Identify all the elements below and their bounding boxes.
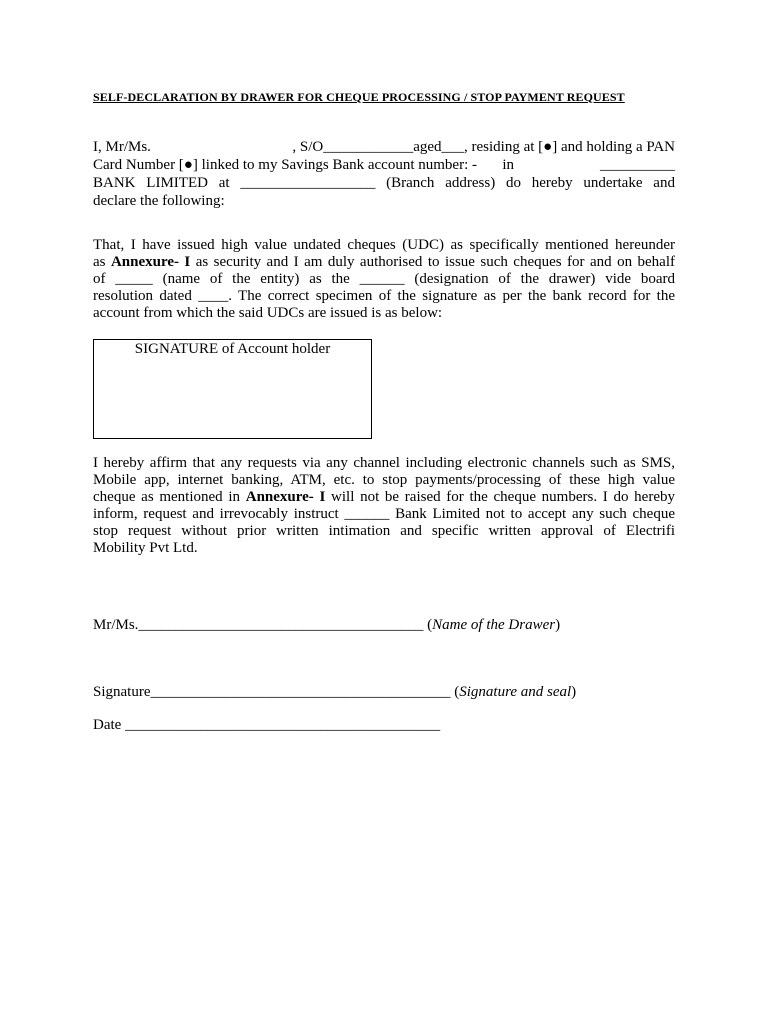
document-title: SELF-DECLARATION BY DRAWER FOR CHEQUE PROCESSING / STOP PAYMENT REQUEST — [93, 90, 625, 104]
drawer-name-close: ) — [555, 617, 561, 633]
undertaking-line-1: That, I have issued high value undated cheques (UDC) as specifically mentioned hereunder — [93, 237, 675, 253]
declaration-text: and — [653, 175, 675, 191]
affirmation-line-1: I hereby affirm that any requests via any channel including electronic channels such as SMS, — [93, 455, 675, 471]
signature-box-label: SIGNATURE of Account holder — [134, 341, 331, 357]
signature-line: Signature________________________________________ ( — [93, 684, 460, 700]
affirmation-line-5: stop request without prior written intimation and specific written approval of Electrifi — [93, 523, 675, 539]
undertaking-line-5: account from which the said UDCs are issued is as below: — [93, 305, 443, 321]
drawer-name-field — [93, 617, 560, 634]
declaration-line-2 — [93, 156, 675, 174]
declaration-line-4: declare the following: — [93, 193, 225, 209]
annexure-reference: Annexure- I — [245, 489, 326, 505]
affirmation-line-4: inform, request and irrevocably instruct ______ Bank Limited not to accept any such cheque — [93, 506, 675, 522]
declaration-text: BANK — [93, 175, 136, 191]
signature-box — [93, 339, 372, 439]
signature-close: ) — [571, 684, 577, 700]
affirmation-text: cheque as mentioned in — [93, 489, 246, 505]
undertaking-paragraph — [93, 237, 675, 322]
date-field: Date __________________________________________ — [93, 717, 441, 733]
affirmation-paragraph — [93, 455, 675, 557]
declaration-line-1 — [93, 138, 675, 156]
affirmation-line-6: Mobility Pvt Ltd. — [93, 540, 198, 556]
declaration-text-group — [502, 156, 675, 174]
declaration-text: (Branch — [386, 175, 435, 191]
declaration-text: hereby — [531, 175, 573, 191]
declaration-text: , S/O____________aged___, residing at [●] and holding a PAN — [292, 139, 675, 155]
affirmation-line-3 — [93, 489, 675, 506]
declaration-text: __________________ — [240, 175, 376, 191]
signature-field — [93, 684, 576, 701]
drawer-name-hint: Name of the Drawer — [432, 617, 556, 633]
undertaking-line-2 — [93, 254, 675, 271]
signature-hint: Signature and seal — [459, 684, 572, 700]
undertaking-line-4: resolution dated ____. The correct specimen of the signature as per the bank record for the — [93, 288, 675, 304]
declaration-text: LIMITED — [146, 175, 208, 191]
declaration-text: in — [502, 157, 514, 173]
affirmation-text: will not be raised for the cheque numbers. I do hereby — [325, 489, 675, 505]
declaration-text: address) — [445, 175, 496, 191]
undertaking-text: as — [93, 254, 111, 270]
declaration-paragraph — [93, 138, 675, 210]
declaration-text: I, Mr/Ms. — [93, 139, 151, 155]
declaration-text: do — [505, 175, 521, 191]
declaration-text: undertake — [583, 175, 643, 191]
declaration-line-3 — [93, 174, 675, 192]
drawer-name-line: Mr/Ms.______________________________________ ( — [93, 617, 433, 633]
undertaking-text: as security and I am duly authorised to issue such cheques for and on behalf — [190, 254, 675, 270]
declaration-text: __________ — [600, 157, 675, 173]
annexure-reference: Annexure- I — [110, 254, 191, 270]
affirmation-line-2: Mobile app, internet banking, ATM, etc. to stop payments/processing of these high value — [93, 472, 675, 488]
declaration-text: Card Number [●] linked to my Savings Bank account number: - — [93, 157, 477, 173]
undertaking-line-3: of _____ (name of the entity) as the ______ (designation of the drawer) vide board — [93, 271, 675, 287]
declaration-text: at — [218, 175, 230, 191]
